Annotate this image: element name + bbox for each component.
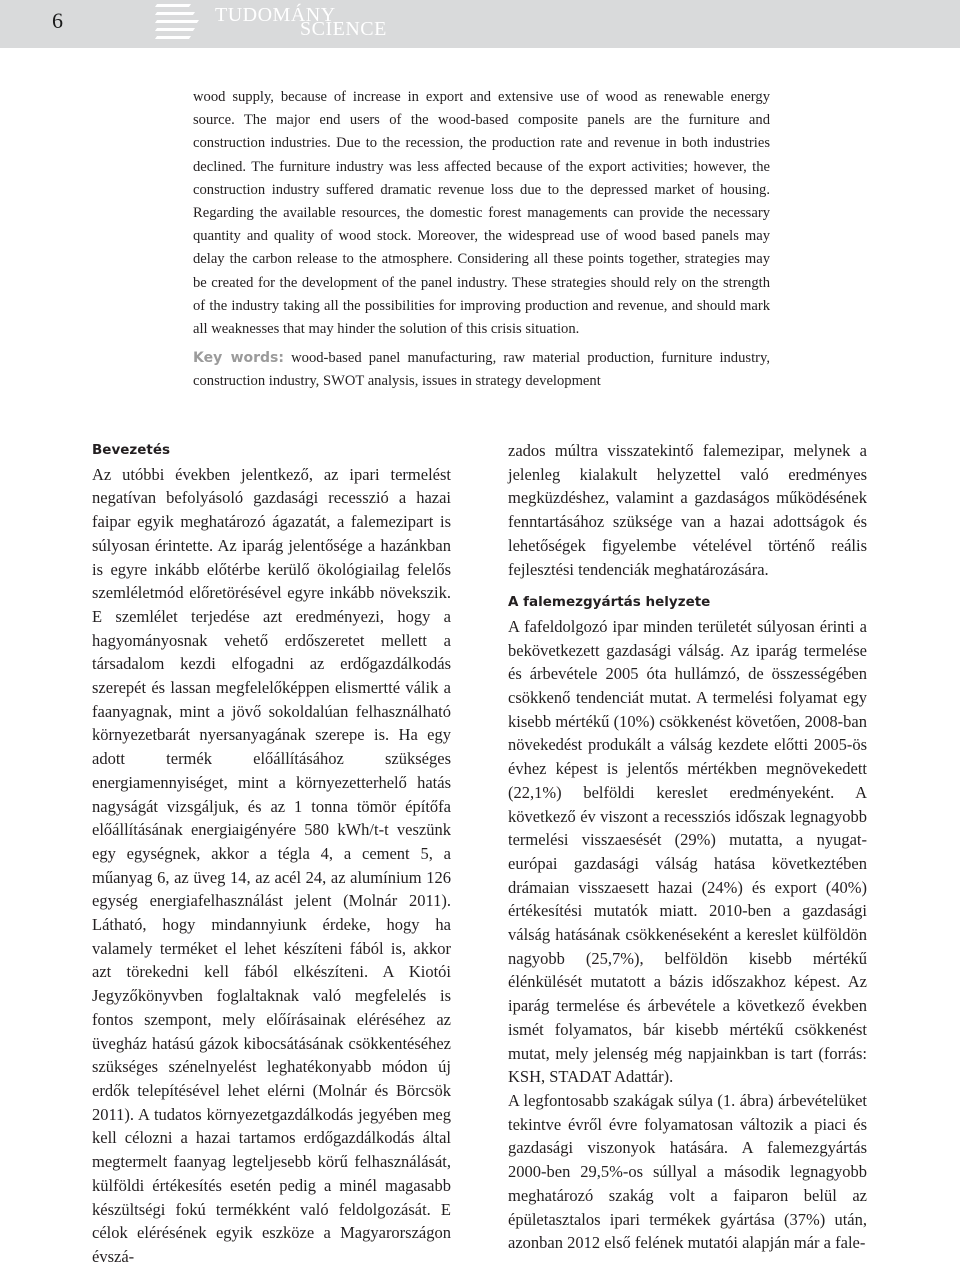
panel-industry-paragraph-1: A fafeldolgozó ipar minden területét súlyosan érinti a bekövetkezett gazdasági válság. Az iparág termelése és árbevétele 2005 óta hullámzó, de összességében csökkenő tendenciát mutat. A termelési folyamat egy kisebb mértékű (10%) csökkenést követően, 2008-ban növekedést produkált a válság kezdete előtti 2005-ös évhez képest is jelentős mértékben megnövekedett (22,1%) belföldi kereslet eredményeként. A következő év viszont a recessziós időszak legnagyobb termelési visszaesését (29%) mutatta, a nyugat-európai gazdasági válság hatása következtében drámaian visszaesett hazai (24%) és export (40%) értékesítési mutatók miatt. 2010-ben a gazdasági válság hatásának csökkenéseként a kereslet külföldön nagyobb (25,7%), belföldön kisebb mértékű élénkülését mutatott a bázis időszakhoz képest. Az iparág termelése és árbevétele a következő években ismét folyamatos, bár kisebb mértékű csökkenést mutat, mely jelenség még napjainkban is tart (forrás: KSH, STADAT Adattár).	[508, 616, 867, 1087]
introduction-paragraph: Az utóbbi években jelentkező, az ipari termelést negatívan befolyásoló gazdasági recesszió a hazai faipar egyik meghatározó ágazatát, a falemezipart is súlyosan érintette. Az iparág jelentősége a hazánkban is egyre inkább előtérbe kerülő ökológiailag felelős szemléletmód előretörésével egyre inkább növekszik. E szemlélet terjedése azt eredményezi, hogy a hagyományosnak vehető erdőszeretet mellett a társadalom kezdi elfogadni az erdőgazdálkodás szerepét és lassan megfelelőképpen elismertté válik a faanyagnak, mint a jövő sokoldalúan felhasználható környezetbarát nyersanyagának szerepe is. Ha egy adott termék előállításához szükséges energiamennyiséget, mint a környezetterhelő hatás nagyságát vizsgáljuk, és az 1 tonna tömör építőfa előállításának energiaigényére 580 kWh/t-t veszünk egy egységnek, akkor a tégla 4, a cement 5, a műanyag 6, az üveg 14, az acél 24, az alumínium 126 egység energiafelhasználást jelent (Molnár 2011). Látható, hogy mindannyiunk érdeke, hogy ha valamely terméket el lehet készíteni fából is, akkor azt törekedni kell fából elkészíteni. A Kiotói Jegyzőkönyvben foglaltaknak való megfelelés is fontos szempont, mely előírásainak eléréséhez az üvegház hatású gázok kibocsátásának csökkentéséhez szükséges szénelnyelést leghatékonyabb módon új erdők telepítésével lehet elérni (Molnár és Börcsök 2011). A tudatos környezetgazdálkodás jegyében meg kell célozni a hazai tartamos erdőgazdálkodás által megtermelt faanyag legteljesebb körű felhasználását, külföldi értékesítés esetén pedig a minél magasabb készültségi fokú termékként való feldolgozását. E célok elérésének egyik eszköze a Magyarországon évszá-	[92, 464, 451, 1266]
introduction-continued-paragraph: zados múltra visszatekintő falemezipar, melynek a jelenleg kialakult helyzettel való eredményes megküzdéshez, valamint a gazdaságos működésének fenntartásához szüksége van a hazai adottságok és lehetőségek figyelembe vételével történő reális fejlesztési tendenciák meghatározására.	[508, 441, 867, 579]
page-number: 6	[52, 8, 63, 33]
journal-title: TUDOMÁNY	[215, 4, 336, 26]
keywords-label: Key words:	[193, 350, 284, 366]
abstract-text: wood supply, because of increase in export and extensive use of wood as renewable energy source. The major end users of the wood-based composite panels are the furniture and construction industries. Due to the recession, the production rate and revenue in both industries declined. The furniture industry was less affected because of the export activities; however, the construction industry suffered dramatic revenue loss due to the depressed market of housing. Regarding the available resources, the domestic forest managements can provide the necessary quantity and quality of wood stock. Moreover, the widespread use of wood based panels may delay the carbon release to the atmosphere. Considering all these points together, strategies may be created for the development of the panel industry. These strategies should rely on the strength of the industry taking all the possibilities for improving production and revenue, and should mark all weaknesses that may hinder the solution of this crisis situation.	[193, 89, 770, 338]
page-header	[0, 0, 960, 48]
section-heading-panel-industry: A falemezgyártás helyzete	[508, 594, 711, 611]
keywords-text: wood-based panel manufacturing, raw material production, furniture industry, construction industry, SWOT analysis, issues in strategy development	[193, 350, 770, 390]
journal-subtitle: SCIENCE	[300, 18, 387, 40]
panel-industry-paragraph-2: A legfontosabb szakágak súlya (1. ábra) árbevételüket tekintve évről évre folyamatosan változik a piaci és gazdasági viszonyok hatására. A falemezgyártás 2000-ben 29,5%-os súllyal a második legnagyobb meghatározó szakág volt a faiparon belül az épületasztalos ipari termékek gyártása (37%) után, azonban 2012 első felének mutatói alapján már a fale-	[508, 1090, 867, 1253]
keywords	[193, 347, 770, 393]
section-heading-introduction: Bevezetés	[92, 442, 171, 458]
right-column	[508, 439, 867, 1255]
left-column	[92, 439, 451, 1269]
header-stripes-graphic	[156, 0, 202, 48]
